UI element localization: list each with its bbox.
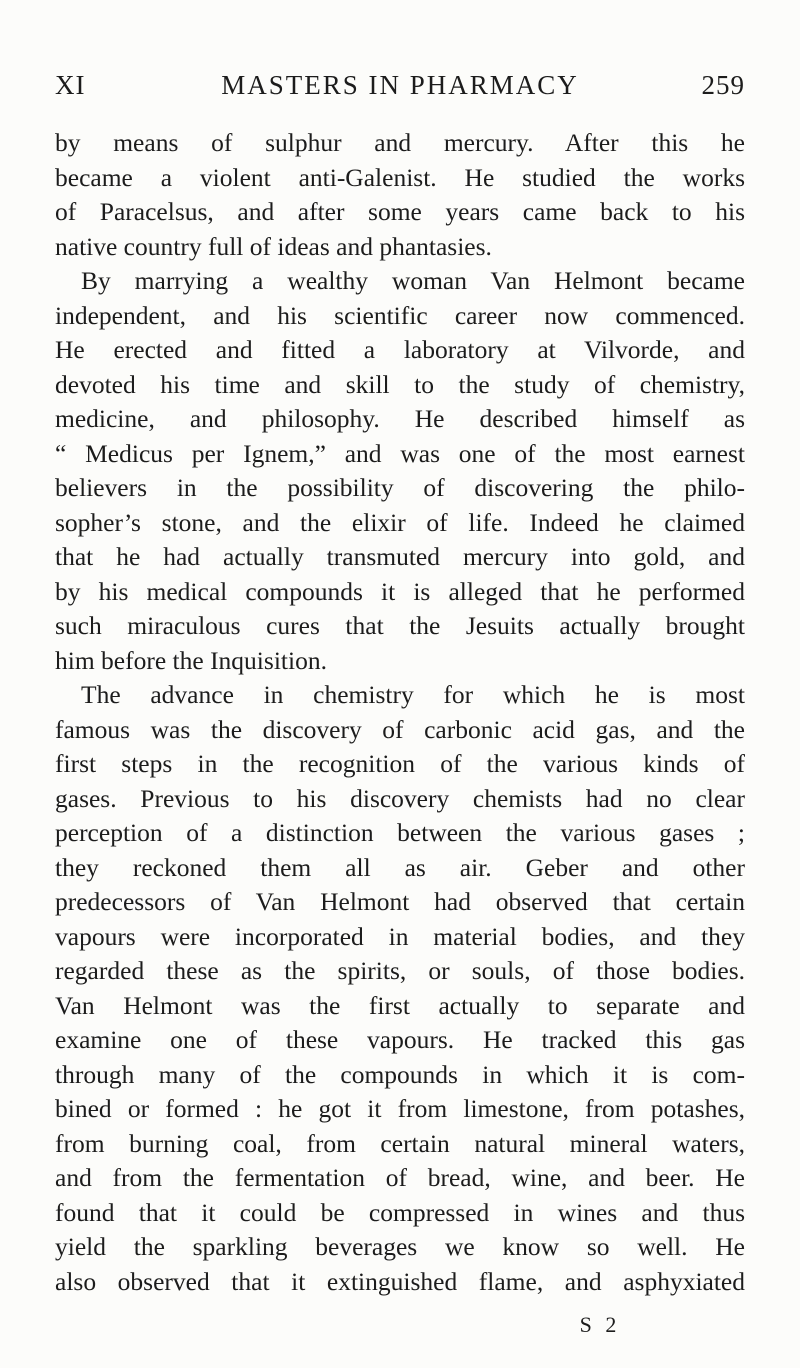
text-line: vapours were incorporated in material bodies, and they — [55, 921, 745, 951]
running-head — [55, 70, 745, 106]
page-number: 259 — [701, 70, 745, 100]
text-line: of Paracelsus, and after some years came back to his — [55, 197, 745, 226]
text-line: By marrying a wealthy woman Van Helmont became — [81, 266, 745, 295]
text-line: predecessors of Van Helmont had observed that certain — [55, 887, 745, 916]
text-line: that he had actually transmuted mercury into gold, and — [55, 542, 745, 571]
text-line: “ Medicus per Ignem,” and was one of the most earnest — [55, 438, 745, 468]
text-line: became a violent anti-Galenist. He studied the works — [55, 162, 745, 192]
text-line: and from the fermentation of bread, wine, and beer. He — [55, 1163, 745, 1192]
text-line: native country full of ideas and phantasies. — [55, 231, 492, 261]
text-line: him before the Inquisition. — [55, 645, 327, 675]
text-line: yield the sparkling beverages we know so well. He — [55, 1232, 745, 1261]
text-line: through many of the compounds in which it is com- — [55, 1059, 745, 1089]
text-line: famous was the discovery of carbonic acid gas, and the — [55, 714, 745, 744]
text-line: devoted his time and skill to the study of chemistry, — [55, 369, 745, 399]
text-line: independent, and his scientific career now commenced. — [55, 300, 745, 330]
text-line: bined or formed : he got it from limestone, from potashes, — [55, 1094, 745, 1123]
text-line: perception of a distinction between the various gases ; — [55, 818, 745, 847]
text-line: He erected and fitted a laboratory at Vilvorde, and — [55, 335, 745, 364]
text-line: sopher’s stone, and the elixir of life. Indeed he claimed — [55, 507, 745, 537]
running-title: MASTERS IN PHARMACY — [221, 70, 579, 100]
text-line: The advance in chemistry for which he is most — [81, 680, 745, 709]
text-line: examine one of these vapours. He tracked this gas — [55, 1025, 745, 1054]
text-line: they reckoned them all as air. Geber and other — [55, 852, 745, 882]
text-line: Van Helmont was the first actually to separate and — [55, 990, 745, 1020]
chapter-number: XI — [55, 70, 86, 100]
text-line: from burning coal, from certain natural mineral waters, — [55, 1128, 745, 1158]
text-line: by his medical compounds it is alleged that he performed — [55, 576, 745, 606]
text-line: also observed that it extinguished flame, and asphyxiated — [55, 1266, 745, 1296]
text-line: by means of sulphur and mercury. After this he — [55, 128, 745, 157]
text-line: first steps in the recognition of the various kinds of — [55, 749, 745, 778]
text-line: medicine, and philosophy. He described himself as — [55, 404, 745, 433]
text-line: gases. Previous to his discovery chemists had no clear — [55, 783, 745, 813]
text-line: such miraculous cures that the Jesuits actually brought — [55, 611, 745, 640]
signature-mark: S 2 — [579, 1312, 621, 1337]
body-text — [55, 126, 745, 1299]
text-line: regarded these as the spirits, or souls, of those bodies. — [55, 956, 745, 985]
text-line: believers in the possibility of discovering the philo- — [55, 473, 745, 502]
text-line: found that it could be compressed in wines and thus — [55, 1197, 745, 1227]
